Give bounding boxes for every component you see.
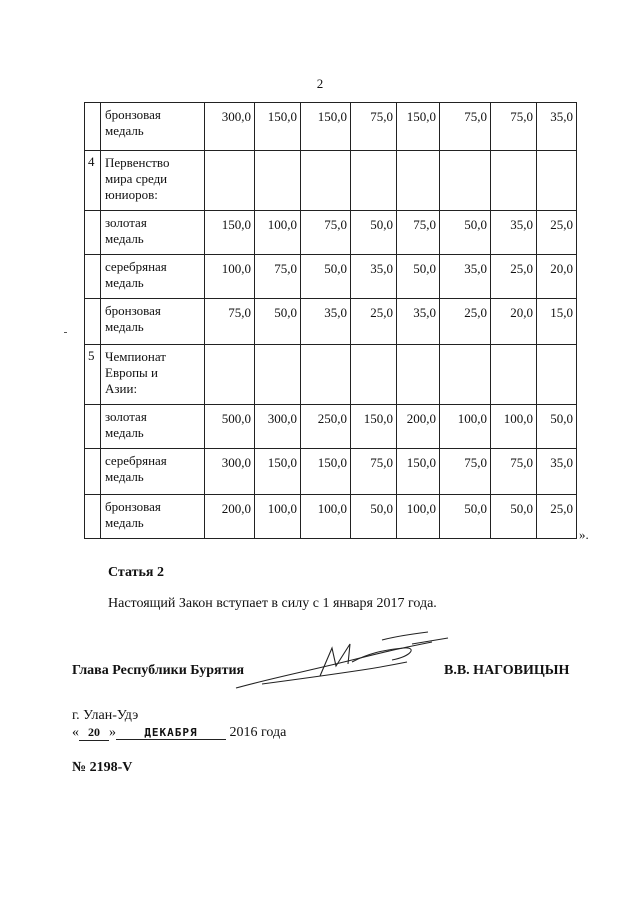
- value-cell: [301, 345, 351, 405]
- value-cell: 25,0: [491, 255, 537, 299]
- value-cell: 35,0: [351, 255, 397, 299]
- value-cell: 35,0: [491, 211, 537, 255]
- page-number: 2: [316, 76, 324, 91]
- value-cell: 150,0: [397, 449, 440, 495]
- value-cell: 15,0: [537, 299, 577, 345]
- row-name-line: бронзовая: [105, 107, 161, 122]
- value-cell: 25,0: [537, 495, 577, 539]
- row-name-line: мира среди: [105, 171, 168, 186]
- row-name-line: медаль: [105, 231, 144, 246]
- value-cell: 75,0: [255, 255, 301, 299]
- row-name-line: медаль: [105, 123, 144, 138]
- value-cell: [397, 151, 440, 211]
- date-year: 2016 года: [229, 725, 287, 740]
- value-cell: 300,0: [205, 103, 255, 151]
- signing-date: [72, 725, 286, 741]
- value-cell: 300,0: [205, 449, 255, 495]
- table-row: [85, 255, 577, 299]
- row-name: [101, 449, 205, 495]
- value-cell: [537, 345, 577, 405]
- value-cell: [440, 151, 491, 211]
- value-cell: 50,0: [397, 255, 440, 299]
- table-row: [85, 495, 577, 539]
- date-month: ДЕКАБРЯ: [116, 726, 226, 740]
- article-text: Настоящий Закон вступает в силу с 1 января 2017 года.: [108, 596, 437, 611]
- row-name: [101, 405, 205, 449]
- row-name-line: медаль: [105, 469, 144, 484]
- value-cell: 35,0: [440, 255, 491, 299]
- closing-quote: ».: [579, 527, 589, 542]
- row-name-line: Чемпионат: [105, 349, 166, 364]
- row-name-line: золотая: [105, 215, 147, 230]
- value-cell: 50,0: [440, 211, 491, 255]
- row-name-line: Азии:: [105, 381, 138, 396]
- row-number: 4: [85, 151, 101, 211]
- row-name-line: медаль: [105, 275, 144, 290]
- value-cell: 100,0: [205, 255, 255, 299]
- table-row: [85, 405, 577, 449]
- row-name-line: медаль: [105, 515, 144, 530]
- value-cell: [397, 345, 440, 405]
- value-cell: 50,0: [440, 495, 491, 539]
- row-name: [101, 211, 205, 255]
- value-cell: 50,0: [351, 211, 397, 255]
- value-cell: 20,0: [537, 255, 577, 299]
- value-cell: [255, 345, 301, 405]
- row-name-line: бронзовая: [105, 499, 161, 514]
- value-cell: 75,0: [491, 449, 537, 495]
- table-row: [85, 345, 577, 405]
- row-name-line: юниоров:: [105, 187, 158, 202]
- value-cell: 100,0: [301, 495, 351, 539]
- value-cell: 100,0: [491, 405, 537, 449]
- value-cell: 35,0: [397, 299, 440, 345]
- value-cell: 75,0: [491, 103, 537, 151]
- value-cell: [537, 151, 577, 211]
- awards-table: [84, 102, 577, 539]
- value-cell: 50,0: [301, 255, 351, 299]
- row-name: [101, 495, 205, 539]
- row-name-line: серебряная: [105, 259, 167, 274]
- row-name: [101, 103, 205, 151]
- value-cell: [491, 151, 537, 211]
- value-cell: [205, 151, 255, 211]
- value-cell: 200,0: [397, 405, 440, 449]
- value-cell: 150,0: [351, 405, 397, 449]
- value-cell: 150,0: [205, 211, 255, 255]
- row-name-line: Европы и: [105, 365, 158, 380]
- value-cell: [351, 345, 397, 405]
- value-cell: 75,0: [440, 103, 491, 151]
- awards-table-body: [85, 103, 577, 539]
- value-cell: 200,0: [205, 495, 255, 539]
- row-name-line: медаль: [105, 425, 144, 440]
- row-number: [85, 449, 101, 495]
- value-cell: 150,0: [397, 103, 440, 151]
- row-name: [101, 151, 205, 211]
- value-cell: 35,0: [537, 103, 577, 151]
- value-cell: 25,0: [351, 299, 397, 345]
- value-cell: 75,0: [440, 449, 491, 495]
- head-of-republic-name: В.В. НАГОВИЦЫН: [444, 663, 570, 678]
- value-cell: 75,0: [205, 299, 255, 345]
- value-cell: [205, 345, 255, 405]
- row-number: [85, 103, 101, 151]
- value-cell: 75,0: [397, 211, 440, 255]
- row-number: 5: [85, 345, 101, 405]
- table-row: [85, 103, 577, 151]
- row-name-line: золотая: [105, 409, 147, 424]
- value-cell: 25,0: [440, 299, 491, 345]
- row-name: [101, 345, 205, 405]
- value-cell: 20,0: [491, 299, 537, 345]
- date-close-quote: »: [109, 725, 116, 740]
- value-cell: [351, 151, 397, 211]
- row-number: [85, 211, 101, 255]
- table-row: [85, 151, 577, 211]
- row-name-line: Первенство: [105, 155, 170, 170]
- handwritten-signature: [232, 630, 452, 695]
- value-cell: 100,0: [440, 405, 491, 449]
- value-cell: 25,0: [537, 211, 577, 255]
- table-row: [85, 211, 577, 255]
- value-cell: 50,0: [255, 299, 301, 345]
- value-cell: [491, 345, 537, 405]
- value-cell: 50,0: [351, 495, 397, 539]
- value-cell: 150,0: [255, 103, 301, 151]
- value-cell: 35,0: [537, 449, 577, 495]
- value-cell: 500,0: [205, 405, 255, 449]
- value-cell: 50,0: [537, 405, 577, 449]
- row-number: [85, 495, 101, 539]
- value-cell: 300,0: [255, 405, 301, 449]
- value-cell: 100,0: [255, 495, 301, 539]
- row-number: [85, 405, 101, 449]
- city: г. Улан-Удэ: [72, 708, 139, 723]
- row-name: [101, 299, 205, 345]
- table-row: [85, 449, 577, 495]
- value-cell: 250,0: [301, 405, 351, 449]
- row-number: [85, 299, 101, 345]
- row-number: [85, 255, 101, 299]
- value-cell: [301, 151, 351, 211]
- value-cell: 100,0: [255, 211, 301, 255]
- value-cell: 50,0: [491, 495, 537, 539]
- row-name: [101, 255, 205, 299]
- value-cell: [255, 151, 301, 211]
- value-cell: 150,0: [301, 449, 351, 495]
- row-name-line: бронзовая: [105, 303, 161, 318]
- margin-mark: [64, 332, 67, 333]
- article-title: Статья 2: [108, 565, 164, 580]
- document-number: № 2198-V: [72, 760, 133, 775]
- value-cell: [440, 345, 491, 405]
- date-open-quote: «: [72, 725, 79, 740]
- head-of-republic-title: Глава Республики Бурятия: [72, 663, 245, 678]
- value-cell: 75,0: [351, 103, 397, 151]
- row-name-line: серебряная: [105, 453, 167, 468]
- value-cell: 100,0: [397, 495, 440, 539]
- value-cell: 75,0: [301, 211, 351, 255]
- value-cell: 75,0: [351, 449, 397, 495]
- date-day: 20: [79, 725, 109, 741]
- table-row: [85, 299, 577, 345]
- row-name-line: медаль: [105, 319, 144, 334]
- value-cell: 150,0: [301, 103, 351, 151]
- value-cell: 35,0: [301, 299, 351, 345]
- value-cell: 150,0: [255, 449, 301, 495]
